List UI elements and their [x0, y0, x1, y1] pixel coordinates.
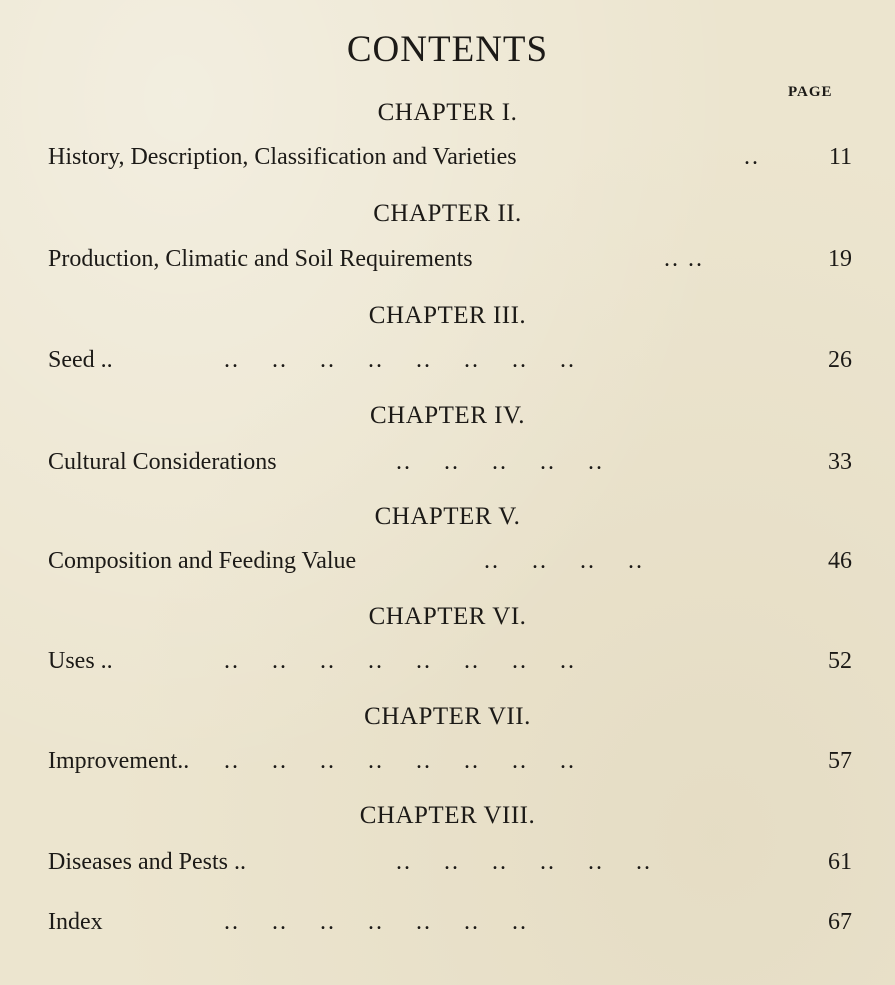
page-title: CONTENTS [346, 29, 549, 70]
toc-entry[interactable] [44, 242, 854, 276]
chapter-heading: CHAPTER VII. [364, 703, 531, 730]
dot-leader: .. [744, 144, 760, 170]
dot-leader: .. .. .. .. .. .. .. .. [224, 347, 576, 373]
entry-title: Index [48, 909, 103, 935]
toc-entry[interactable] [44, 343, 854, 377]
entry-title: Uses .. [48, 648, 113, 674]
dot-leader: .. .. .. .. .. .. .. .. [224, 648, 576, 674]
toc-entry[interactable] [44, 744, 854, 778]
page-number: 46 [828, 548, 852, 574]
page-number: 33 [828, 449, 852, 475]
chapter-heading: CHAPTER VIII. [359, 802, 536, 829]
page-number: 19 [828, 246, 852, 272]
dot-leader: .. .. .. .. .. .. .. .. [224, 748, 576, 774]
toc-entry[interactable] [44, 445, 854, 479]
page-number: 26 [828, 347, 852, 373]
page-number: 61 [828, 849, 852, 875]
toc-entry[interactable] [44, 845, 854, 879]
page-column-header: PAGE [788, 84, 833, 100]
entry-title: Production, Climatic and Soil Requirements [48, 246, 473, 272]
entry-title: Composition and Feeding Value [48, 548, 357, 574]
dot-leader: .. .. .. .. [484, 548, 644, 574]
page-number: 67 [828, 909, 852, 935]
chapter-heading: CHAPTER I. [377, 99, 518, 126]
chapter-heading: CHAPTER V. [374, 503, 521, 530]
entry-title: Seed .. [48, 347, 113, 373]
page-number: 52 [828, 648, 852, 674]
entry-title: Diseases and Pests .. [48, 849, 246, 875]
chapter-heading: CHAPTER III. [368, 302, 527, 329]
toc-entry[interactable] [44, 644, 854, 678]
dot-leader: .. .. .. .. .. .. [396, 849, 652, 875]
page-number: 57 [828, 748, 852, 774]
toc-entry-index[interactable] [44, 905, 854, 939]
toc-entry[interactable] [44, 544, 854, 578]
entry-title: Improvement.. [48, 748, 190, 774]
dot-leader: .. .. [664, 246, 704, 272]
page-number: 11 [828, 144, 852, 170]
chapter-heading: CHAPTER VI. [368, 603, 527, 630]
toc-entry[interactable] [44, 140, 854, 174]
chapter-heading: CHAPTER II. [373, 200, 522, 227]
entry-title: Cultural Considerations [48, 449, 277, 475]
dot-leader: .. .. .. .. .. [396, 449, 604, 475]
chapter-heading: CHAPTER IV. [369, 402, 526, 429]
dot-leader: .. .. .. .. .. .. .. [224, 909, 528, 935]
entry-title: History, Description, Classification and Varieties [48, 144, 517, 170]
